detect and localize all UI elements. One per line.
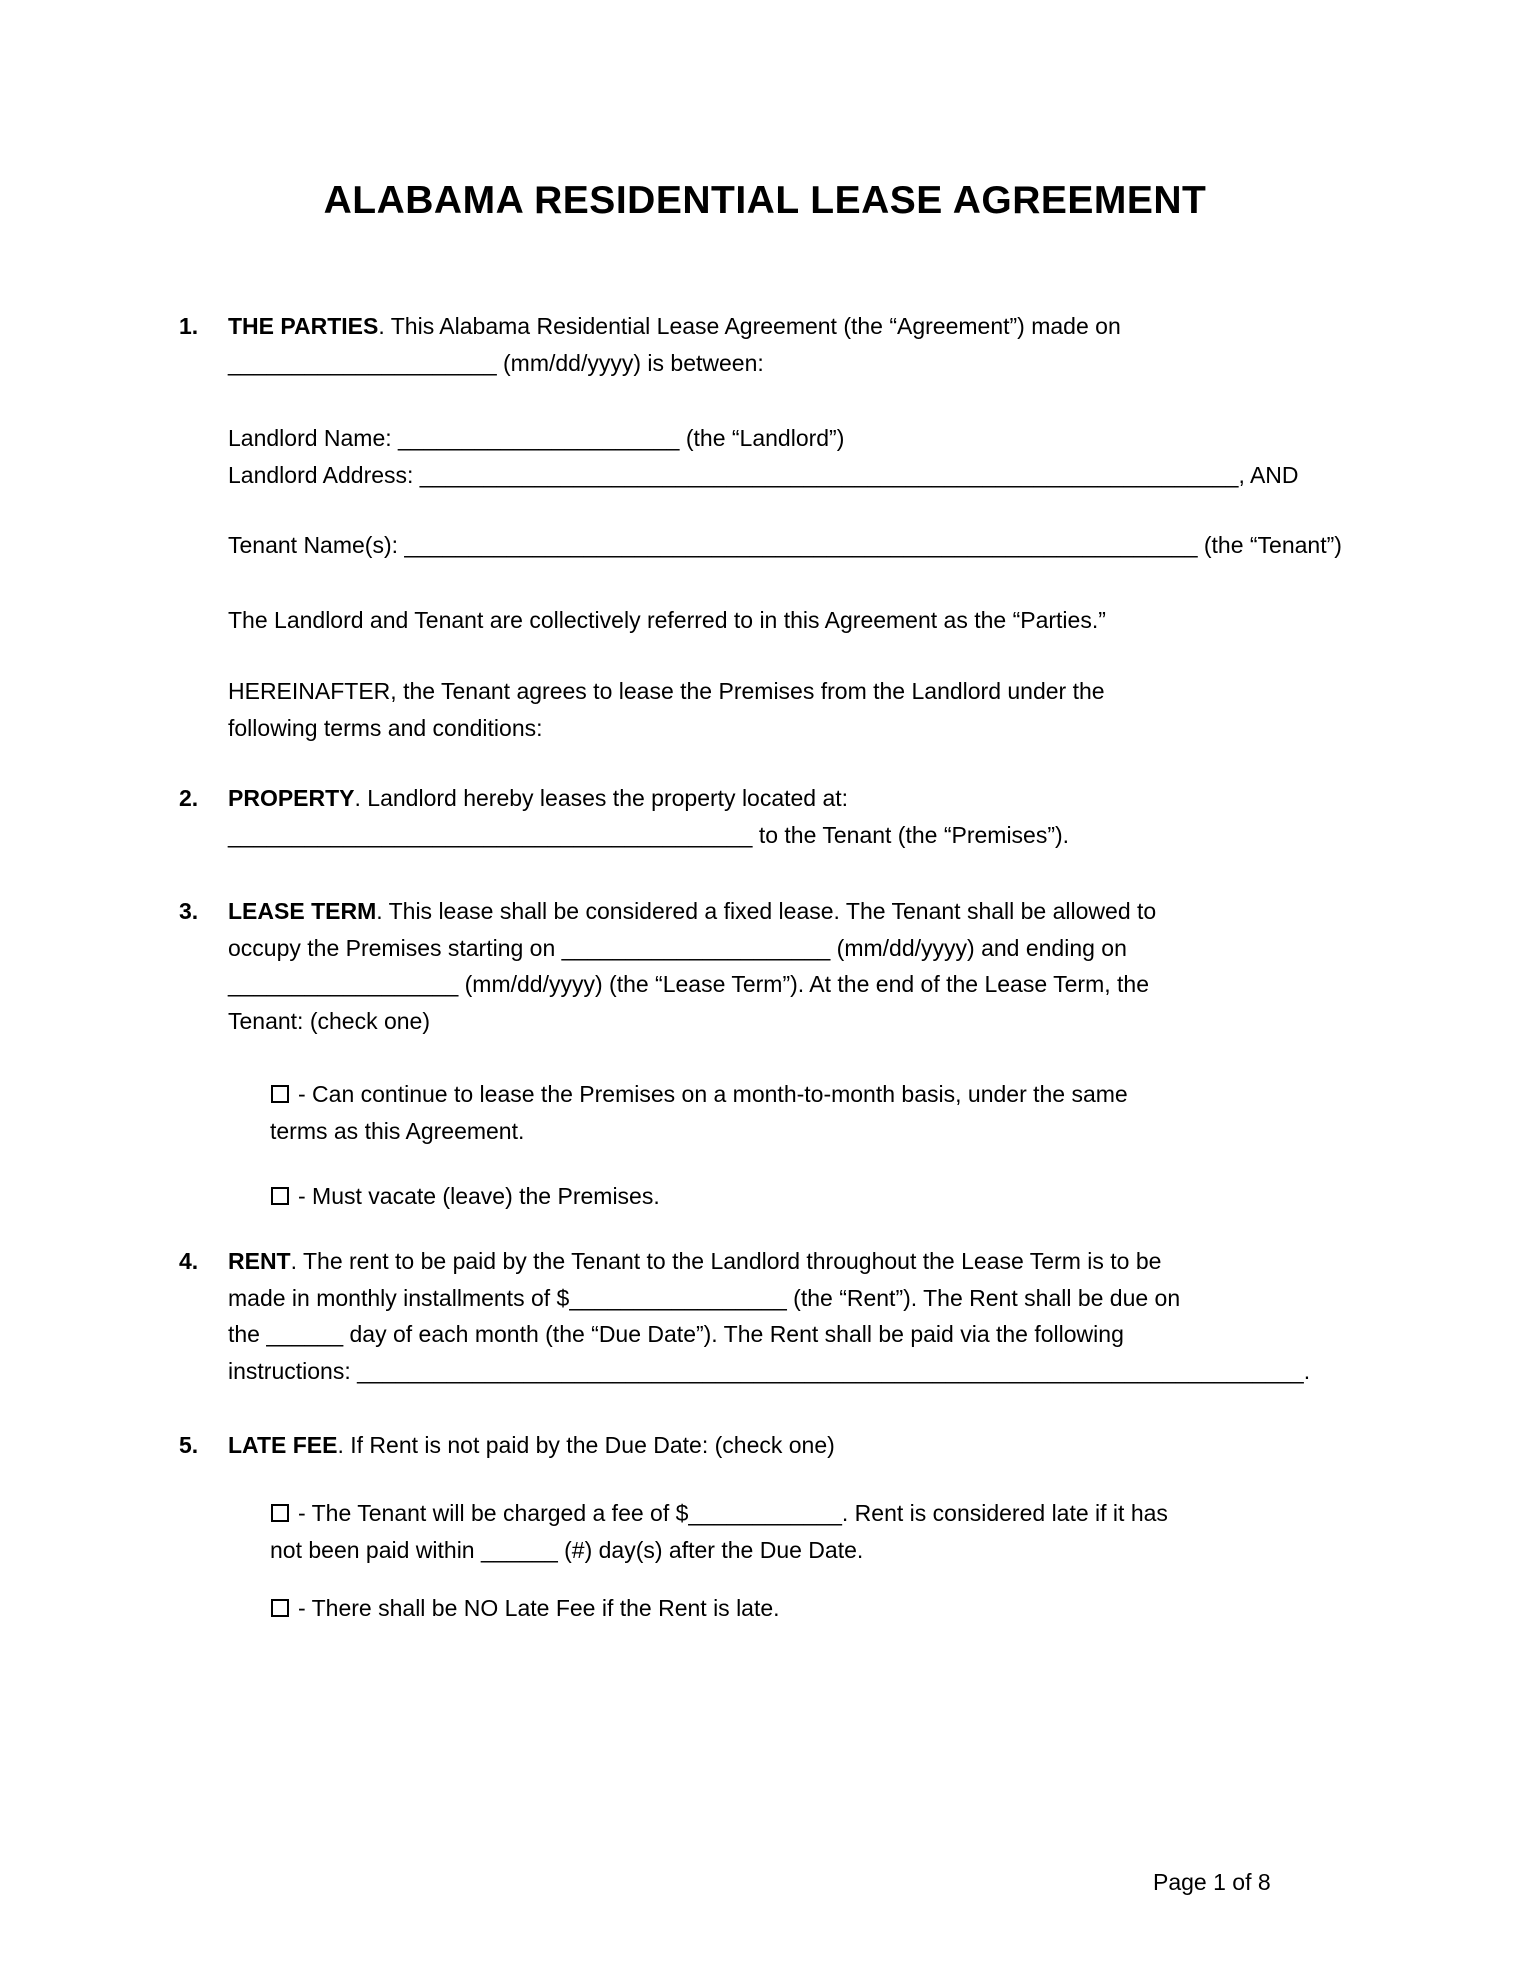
rent-text-7: . [1303,1357,1311,1384]
rent-text-2: made in monthly installments of $ [228,1284,570,1311]
parties-date-format-text: (mm/dd/yyyy) is between: [496,349,764,376]
option-late-fee-text-3: not been paid within [270,1536,481,1563]
page-number-indicator: Page 1 of 8 [1153,1869,1271,1895]
section-heading: LATE FEE [228,1432,338,1458]
option-month-to-month-text-1: - Can continue to lease the Premises on a month-to-month basis, under the same [298,1081,1128,1107]
section-the-parties [179,308,1380,381]
section-number: 1. [179,313,199,339]
option-must-vacate [270,1178,1380,1215]
checkbox-icon[interactable] [271,1599,289,1617]
option-late-fee-text-4: (#) day(s) after the Due Date. [557,1536,864,1563]
property-premises-text: to the Tenant (the “Premises”). [752,821,1070,848]
landlord-info-block [228,420,1380,493]
lease-term-line-1 [179,893,1380,930]
hereinafter-block [228,673,1380,746]
parties-collective-line [228,602,1380,639]
lease-start-date-blank[interactable]: _____________________ [561,934,831,961]
late-fee-intro-text: . If Rent is not paid by the Due Date: (check one) [337,1432,835,1458]
checkbox-icon[interactable] [271,1085,289,1103]
landlord-name-blank[interactable]: ______________________ [398,425,680,451]
section-heading: THE PARTIES [228,313,379,339]
tenant-info-block [228,527,1380,564]
landlord-name-line [228,420,1380,457]
parties-collective-text: The Landlord and Tenant are collectively referred to in this Agreement as the “Parties.” [228,607,1106,633]
landlord-address-label: Landlord Address: [228,461,420,488]
rent-due-day-blank[interactable]: ______ [266,1321,344,1348]
rent-intro-text: . The rent to be paid by the Tenant to the Landlord throughout the Lease Term is to be [290,1248,1162,1274]
hereinafter-line-2 [228,710,1380,747]
hereinafter-text-2: following terms and conditions: [228,714,543,741]
landlord-name-suffix: (the “Landlord”) [679,425,845,451]
parties-line-2 [228,345,1380,382]
lease-term-text-4: (mm/dd/yyyy) (the “Lease Term”). At the end of the Lease Term, the [458,971,1149,998]
late-fee-days-blank[interactable]: ______ [481,1536,558,1563]
lease-term-line-2 [228,930,1380,967]
agreement-date-blank[interactable]: _____________________ [228,349,497,376]
landlord-address-blank[interactable]: ________________________________________________________________ [419,461,1239,488]
property-address-blank[interactable]: _________________________________________ [228,821,753,848]
parties-intro-text: . This Alabama Residential Lease Agreement (the “Agreement”) made on [378,313,1121,339]
hereinafter-line-1 [228,673,1380,710]
rent-line-4 [228,1353,1380,1390]
section-number: 2. [179,785,199,811]
option-month-to-month [270,1076,1380,1149]
lease-term-line-4 [228,1003,1380,1040]
lease-end-date-blank[interactable]: __________________ [228,971,459,998]
option-month-to-month-text-2: terms as this Agreement. [270,1117,525,1144]
option-must-vacate-text: - Must vacate (leave) the Premises. [298,1183,660,1209]
rent-line-1 [179,1243,1380,1280]
rent-line-2 [228,1280,1380,1317]
tenant-name-suffix: (the “Tenant”) [1197,532,1342,558]
rent-text-3: (the “Rent”). The Rent shall be due on [786,1284,1181,1311]
option-must-vacate-line [270,1178,1380,1215]
checkbox-icon[interactable] [271,1187,289,1205]
lease-term-text-2: occupy the Premises starting on [228,934,562,961]
section-number: 3. [179,898,199,924]
option-late-fee-line-1 [270,1495,1380,1532]
parties-line-1 [179,308,1380,345]
rent-instructions-blank[interactable]: __________________________________________________________________________ [357,1357,1304,1384]
landlord-name-label: Landlord Name: [228,425,399,451]
option-late-fee-charged [270,1495,1380,1568]
document-title: ALABAMA RESIDENTIAL LEASE AGREEMENT [323,179,1207,222]
landlord-address-suffix: , AND [1238,461,1299,488]
section-late-fee [179,1427,1380,1464]
option-month-to-month-line-1 [270,1076,1380,1113]
option-month-to-month-line-2 [270,1113,1380,1150]
section-lease-term [179,893,1380,1039]
section-rent [179,1243,1380,1389]
lease-term-intro-text: . This lease shall be considered a fixed lease. The Tenant shall be allowed to [376,898,1157,924]
rent-text-5: day of each month (the “Due Date”). The Rent shall be paid via the following [343,1321,1124,1348]
option-no-late-fee-line [270,1590,1380,1627]
property-line-1 [179,780,1380,817]
lease-term-check-one-text: Tenant: (check one) [228,1007,431,1034]
section-number: 5. [179,1432,199,1458]
late-fee-amount-blank[interactable]: ____________ [688,1500,842,1526]
section-heading: RENT [228,1248,291,1274]
late-fee-line-1 [179,1427,1380,1464]
tenant-name-label: Tenant Name(s): [228,532,405,558]
section-heading: PROPERTY [228,785,355,811]
option-no-late-fee-text: - There shall be NO Late Fee if the Rent is late. [298,1595,780,1621]
tenant-name-blank[interactable]: ______________________________________________________________ [404,532,1198,558]
parties-collective-block [228,602,1380,639]
option-late-fee-text-1: - The Tenant will be charged a fee of $ [298,1500,689,1526]
property-intro-text: . Landlord hereby leases the property located at: [354,785,849,811]
rent-line-3 [228,1316,1380,1353]
checkbox-icon[interactable] [271,1504,289,1522]
hereinafter-text-1: HEREINAFTER, the Tenant agrees to lease the Premises from the Landlord under the [228,678,1105,704]
section-property [179,780,1380,853]
rent-text-4: the [228,1321,267,1348]
lease-term-line-3 [228,966,1380,1003]
option-late-fee-line-2 [270,1532,1380,1569]
rent-text-6: instructions: [228,1357,358,1384]
option-late-fee-text-2: . Rent is considered late if it has [841,1500,1168,1526]
tenant-name-line [228,527,1380,564]
section-heading: LEASE TERM [228,898,377,924]
lease-term-text-3: (mm/dd/yyyy) and ending on [830,934,1127,961]
property-line-2 [228,817,1380,854]
section-number: 4. [179,1248,199,1274]
option-no-late-fee [270,1590,1380,1627]
landlord-address-line [228,457,1380,494]
rent-amount-blank[interactable]: _________________ [569,1284,787,1311]
